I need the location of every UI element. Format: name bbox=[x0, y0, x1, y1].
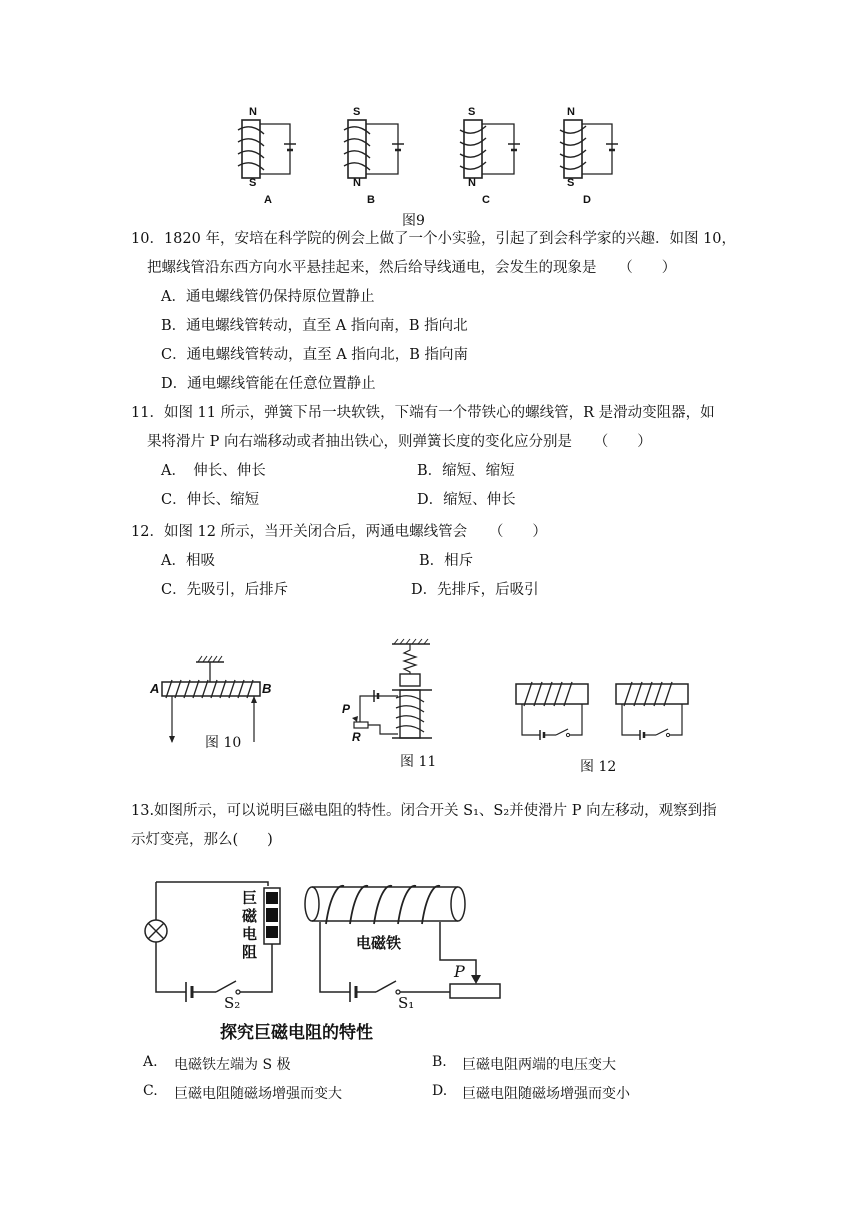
fig11-caption: 图 11 bbox=[400, 754, 437, 770]
q10-option-d: D．通电螺线管能在任意位置静止 bbox=[161, 376, 376, 392]
q11-stem-line2: 果将滑片 P 向右端移动或者抽出铁心，则弹簧长度的变化应分别是 （ ） bbox=[147, 434, 652, 450]
q13-option-b-text: 巨磁电阻两端的电压变大 bbox=[462, 1057, 616, 1073]
q13-stem-line1: 13.如图所示，可以说明巨磁电阻的特性。闭合开关 S₁、S₂并使滑片 P 向左移动，观察到指 bbox=[131, 803, 717, 819]
fig11-label-r: R bbox=[352, 730, 361, 744]
q12-option-d: D．先排斥，后吸引 bbox=[411, 582, 539, 598]
q11-option-a: A． 伸长、伸长 bbox=[161, 463, 266, 479]
q10-stem-line2: 把螺线管沿东西方向水平悬挂起来，然后给导线通电，会发生的现象是 （ ） bbox=[147, 260, 677, 276]
q11-option-c: C．伸长、缩短 bbox=[161, 492, 260, 508]
q10-stem-line1: 10．1820 年，安培在科学院的例会上做了一个小实验，引起了到会科学家的兴趣．如图 10， bbox=[131, 231, 737, 247]
q13-option-d-letter: D. bbox=[432, 1083, 448, 1099]
fig9-coil-c bbox=[450, 104, 530, 204]
fig10-caption: 图 10 bbox=[205, 735, 242, 751]
switch-s2-label: S₂ bbox=[224, 994, 241, 1012]
gmr-figure-title: 探究巨磁电阻的特性 bbox=[220, 1023, 373, 1042]
fig11-label-p: P bbox=[342, 702, 351, 716]
fig9-d-bottom-pole: S bbox=[567, 177, 575, 189]
q11-option-b: B．缩短、缩短 bbox=[417, 463, 515, 479]
q13-option-b-letter: B. bbox=[432, 1054, 447, 1070]
switch-s1-label: S₁ bbox=[398, 994, 415, 1012]
q12-option-b: B．相斥 bbox=[419, 553, 474, 569]
question-10 bbox=[131, 225, 831, 399]
fig9-coil-b bbox=[334, 104, 414, 204]
q11-stem-line1: 11．如图 11 所示，弹簧下吊一块软铁，下端有一个带铁心的螺线管，R 是滑动变阻器，如 bbox=[131, 405, 715, 421]
fig9-a-label: A bbox=[264, 194, 272, 206]
q12-stem-line1: 12．如图 12 所示，当开关闭合后，两通电螺线管会 （ ） bbox=[131, 524, 547, 540]
slider-p-label: P bbox=[454, 962, 465, 981]
fig9-coil-d bbox=[550, 104, 630, 204]
fig9-c-top-pole: S bbox=[468, 106, 476, 118]
fig9-a-top-pole: N bbox=[249, 106, 257, 118]
fig9-d-label: D bbox=[583, 194, 591, 206]
gmr-element-label: 巨磁电阻 bbox=[242, 890, 258, 961]
fig9-a-bottom-pole: S bbox=[249, 177, 257, 189]
fig9-c-label: C bbox=[482, 194, 490, 206]
fig10-label-b: B bbox=[262, 681, 272, 696]
fig9-b-top-pole: S bbox=[353, 106, 361, 118]
question-12 bbox=[131, 518, 831, 605]
q10-option-a: A．通电螺线管仍保持原位置静止 bbox=[161, 289, 375, 305]
fig12-solenoids bbox=[512, 680, 702, 742]
fig9-coil-a bbox=[228, 104, 308, 204]
q13-option-a-text: 电磁铁左端为 S 极 bbox=[174, 1057, 291, 1073]
fig9-b-bottom-pole: N bbox=[353, 177, 361, 189]
gmr-circuit bbox=[140, 876, 520, 1016]
q12-option-a: A．相吸 bbox=[161, 553, 215, 569]
question-13 bbox=[131, 797, 831, 855]
q11-option-d: D．缩短、伸长 bbox=[417, 492, 516, 508]
fig9-b-label: B bbox=[367, 194, 375, 206]
fig12-caption: 图 12 bbox=[580, 759, 617, 775]
q13-option-d-text: 巨磁电阻随磁场增强而变小 bbox=[462, 1086, 630, 1102]
q10-option-c: C．通电螺线管转动，直至 A 指向北，B 指向南 bbox=[161, 347, 469, 363]
q12-option-c: C．先吸引，后排斥 bbox=[161, 582, 289, 598]
q13-stem-line2: 示灯变亮，那么( ) bbox=[131, 832, 273, 848]
q13-option-a-letter: A. bbox=[143, 1054, 158, 1070]
q13-option-c-text: 巨磁电阻随磁场增强而变大 bbox=[174, 1086, 342, 1102]
q10-option-b: B．通电螺线管转动，直至 A 指向南，B 指向北 bbox=[161, 318, 468, 334]
fig9-caption: 图9 bbox=[402, 213, 425, 229]
electromagnet-label: 电磁铁 bbox=[356, 935, 402, 952]
fig9-c-bottom-pole: N bbox=[468, 177, 476, 189]
q13-option-c-letter: C. bbox=[143, 1083, 158, 1099]
fig10-label-a: A bbox=[150, 681, 160, 696]
question-11 bbox=[131, 399, 831, 515]
fig9-d-top-pole: N bbox=[567, 106, 575, 118]
